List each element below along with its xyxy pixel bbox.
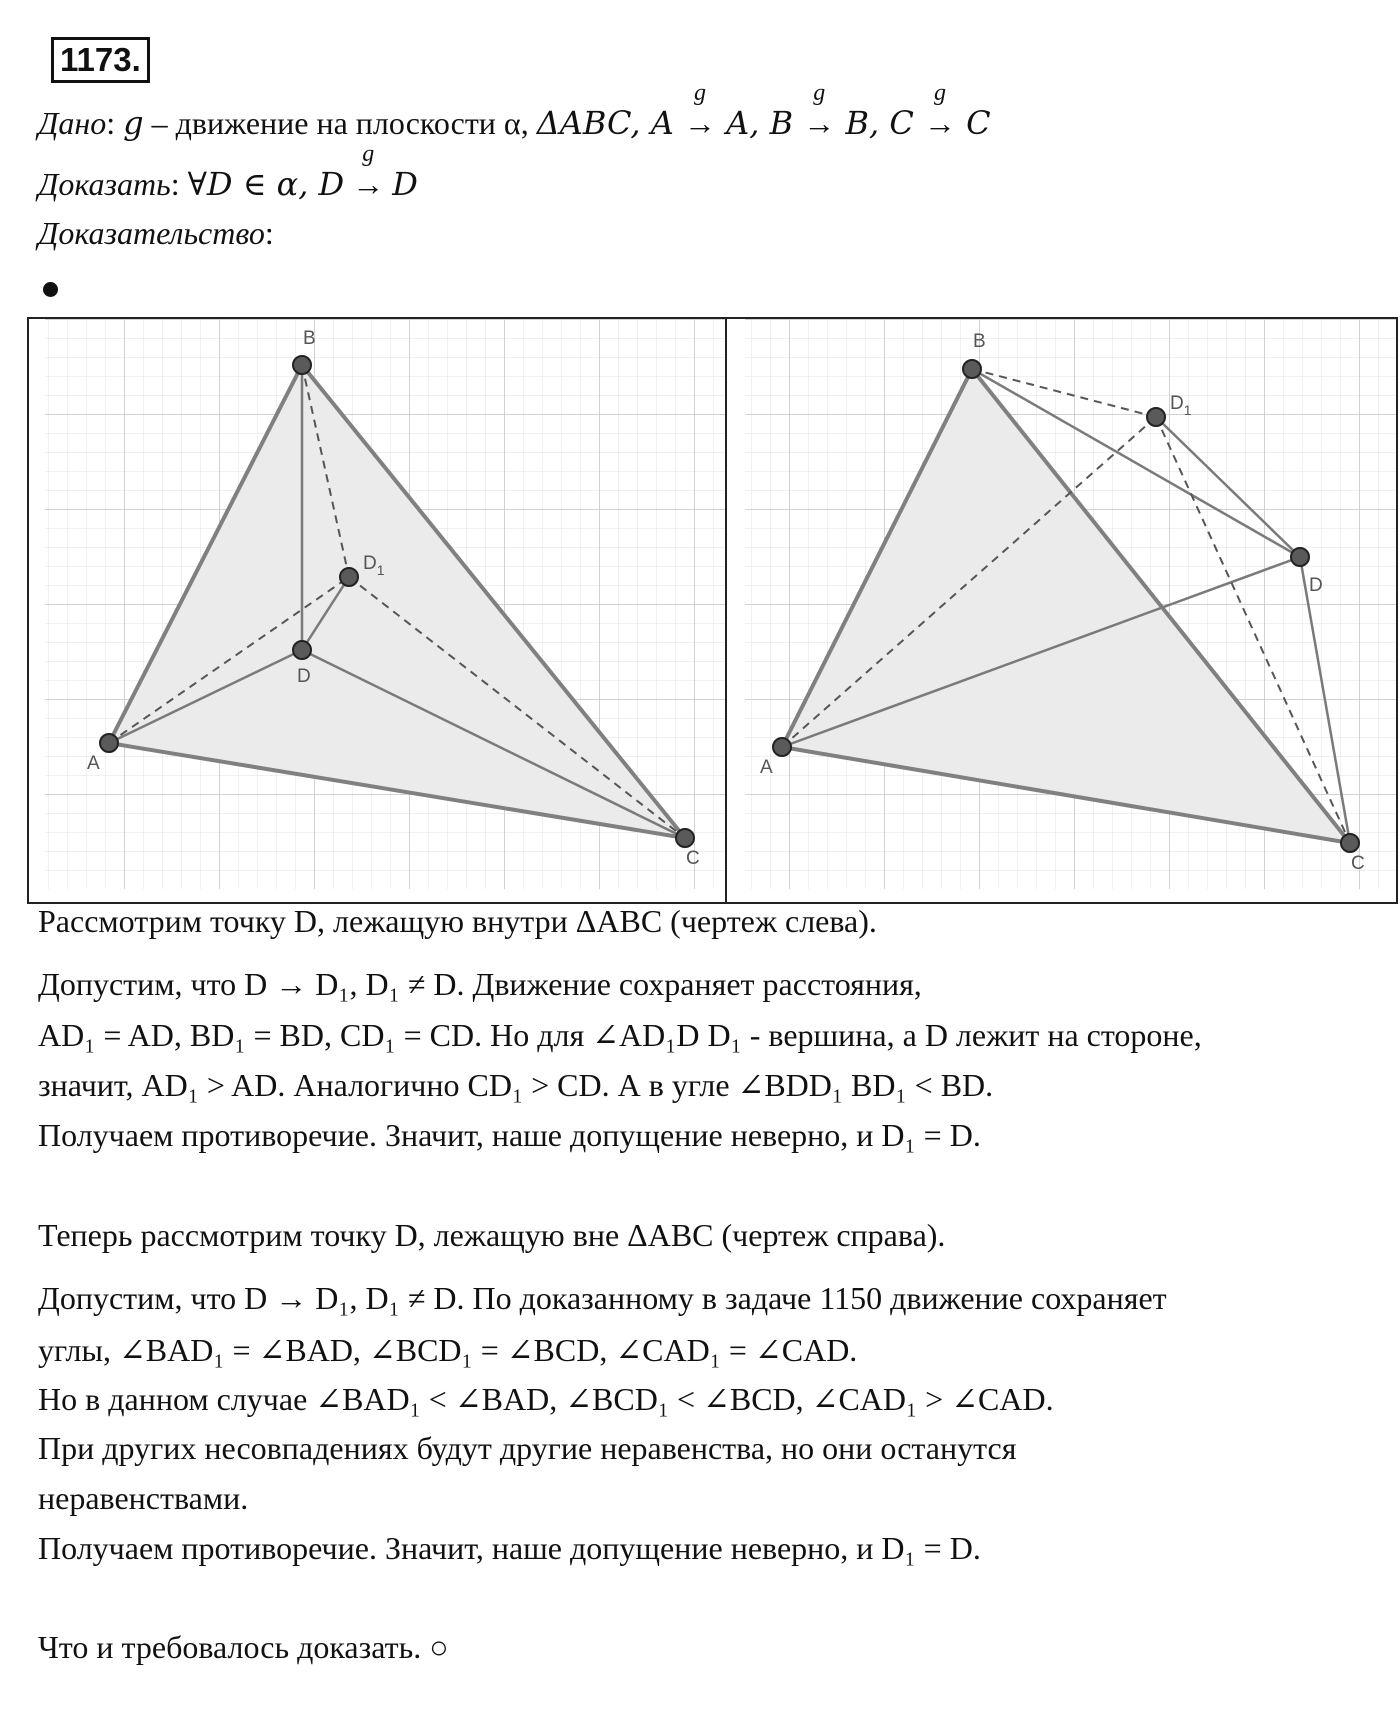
point-A [100, 734, 118, 752]
point-D1 [1147, 408, 1165, 426]
text-line: Но в данном случае ∠BAD₁ < ∠BAD, ∠BCD₁ < ∠BCD, ∠CAD₁ > ∠CAD. [38, 1381, 1054, 1417]
text-line: Получаем противоречие. Значит, наше допущение неверно, и D₁ = D. [38, 1117, 981, 1153]
point-C [1341, 834, 1359, 852]
conclusion: Что и требовалось доказать. ○ [38, 1629, 449, 1665]
left-figure [45, 319, 726, 902]
problem-number: 1173. [51, 37, 150, 83]
arrow-label: g [693, 80, 706, 106]
point-D [1291, 548, 1309, 566]
given-line: Дано: g – движение на плоскости α, ΔABC, A g → A, B g → B, C g → C [38, 103, 991, 143]
label-D: D [1309, 575, 1323, 596]
arrow-g: g → [684, 103, 716, 143]
figures-svg [29, 319, 1396, 902]
point-A [773, 738, 791, 756]
label-D: D [297, 666, 311, 687]
bullet [43, 282, 58, 297]
text-line: неравенствами. [38, 1480, 249, 1516]
label-B: B [973, 331, 986, 352]
point-B [963, 360, 981, 378]
text-line: Получаем противоречие. Значит, наше допущение неверно, и D₁ = D. [38, 1530, 981, 1566]
arrow-g: g → [923, 80, 956, 141]
proof-line: Доказательство: [38, 215, 274, 251]
prove-text: ∀D ∈ α, D [187, 165, 345, 203]
text-line: AD₁ = AD, BD₁ = BD, CD₁ = CD. Но для ∠AD₁D D₁ - вершина, а D лежит на стороне, [38, 1017, 1202, 1053]
text-line: Допустим, что D → D₁, D₁ ≠ D. Движение сохраняет расстояния, [38, 966, 922, 1002]
text-line: углы, ∠BAD₁ = ∠BAD, ∠BCD₁ = ∠BCD, ∠CAD₁ = ∠CAD. [38, 1332, 858, 1368]
point-C [676, 829, 694, 847]
figures-panel [27, 317, 1398, 904]
prove-line: Доказать: ∀D ∈ α, D g → D [38, 141, 418, 203]
text-line: Теперь рассмотрим точку D, лежащую вне ΔABC (чертеж справа). [38, 1217, 946, 1253]
label-C: C [1351, 853, 1365, 874]
arrow-g: g → [803, 80, 836, 141]
text-line: При других несовпадениях будут другие неравенства, но они останутся [38, 1430, 1017, 1466]
label-D1: $D_1$ [1170, 393, 1192, 418]
text-line: Допустим, что D → D₁, D₁ ≠ D. По доказанному в задаче 1150 движение сохраняет [38, 1280, 1167, 1316]
label-B: B [303, 328, 316, 349]
prove-result: D [392, 165, 418, 203]
prove-label: Доказать [38, 166, 171, 202]
proof-label: Доказательство [38, 215, 265, 251]
label-A: A [760, 757, 773, 778]
label-A: A [87, 753, 100, 774]
point-D1 [340, 568, 358, 586]
point-D [293, 641, 311, 659]
point-B [293, 356, 311, 374]
label-C: C [686, 848, 700, 869]
label-D1: $D_1$ [363, 553, 385, 578]
right-figure [745, 319, 1396, 889]
given-label: Дано [38, 105, 107, 141]
text-line: значит, AD₁ > AD. Аналогично CD₁ > CD. А в угле ∠BDD₁ BD₁ < BD. [38, 1067, 994, 1103]
text-line: Рассмотрим точку D, лежащую внутри ΔABC (чертеж слева). [38, 903, 877, 939]
